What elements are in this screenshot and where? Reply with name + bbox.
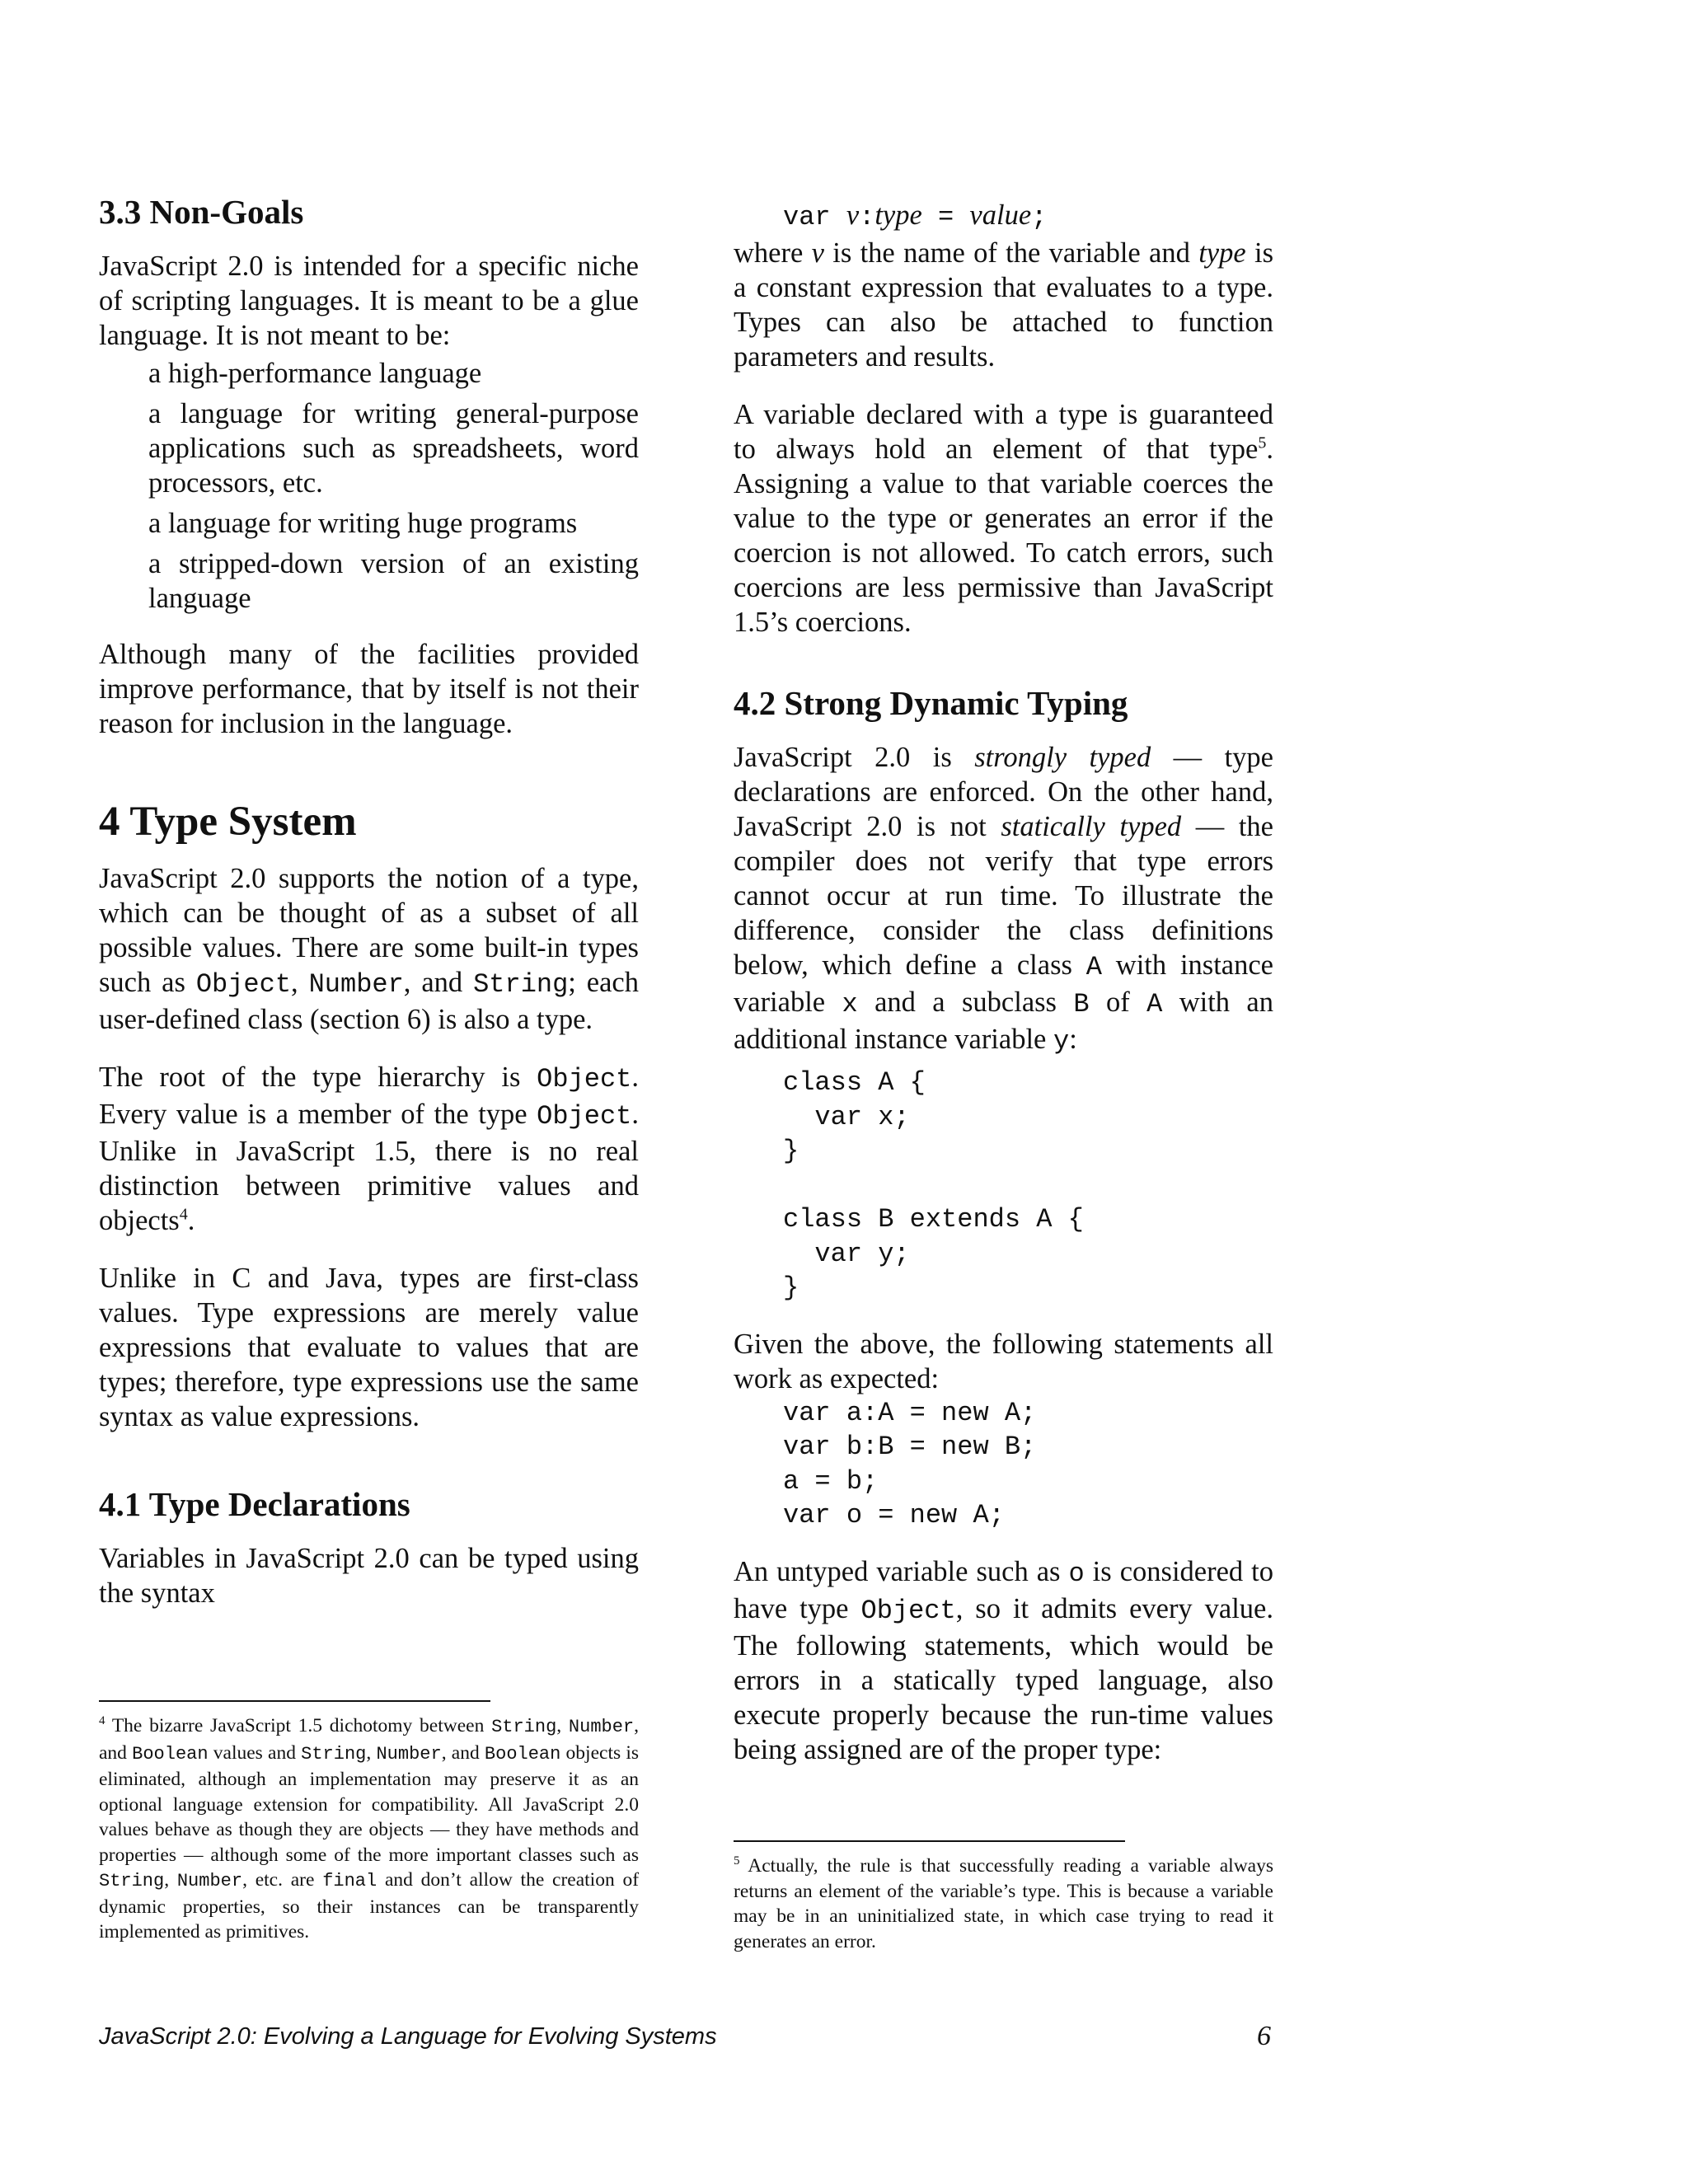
section-3-3-heading: 3.3 Non-Goals xyxy=(99,193,304,231)
section-4-2-heading: 4.2 Strong Dynamic Typing xyxy=(734,684,1128,722)
list-item: a language for writing huge programs xyxy=(148,508,578,539)
right-column xyxy=(734,198,1273,1767)
footnote-ref-4: 4 xyxy=(179,1205,188,1224)
page-number: 6 xyxy=(1257,2021,1271,2051)
type-system-paragraph-3: Unlike in C and Java, types are first-class values. Type expressions are merely value expressions that evaluate to values that are types; therefore, type expressions use the same syntax as value expressions. xyxy=(99,1263,639,1432)
footnote-ref-5: 5 xyxy=(1258,434,1267,452)
footnote-4: $^4$ The bizarre JavaScript 1.5 dichotomy between String, Number, and Boolean values and String, Number, and Boolean objects is eliminated, although an implementation may preserve it as an optional language extension for compatibility. All JavaScript 2.0 values behave as though they are objects — they have methods and properties — although some of the more important classes such as String, Number, etc. are final and don’t allow the creation of dynamic properties, so their instances can be transparently implemented as primitives. xyxy=(99,1714,640,1943)
statements-code: var a:A = new A; var b:B = new B; a = b; var o = new A; xyxy=(783,1397,1037,1530)
non-goals-intro: JavaScript 2.0 is intended for a specific niche of scripting languages. It is meant to be a glue language. It is not meant to be: xyxy=(99,251,639,351)
list-item: a language for writing general-purpose applications such as spreadsheets, word processors, etc. xyxy=(148,398,639,499)
footnote-separator-right xyxy=(734,1840,1125,1842)
list-item: a stripped-down version of an existing language xyxy=(148,548,639,614)
list-item: a high-performance language xyxy=(148,358,482,389)
given-paragraph: Given the above, the following statements all work as expected: xyxy=(734,1328,1273,1394)
non-goals-closing: Although many of the facilities provided improve performance, that by itself is not their reason for inclusion in the language. xyxy=(99,639,639,739)
left-column xyxy=(99,191,639,1610)
strong-typing-paragraph: JavaScript 2.0 is strongly typed — type declarations are enforced. On the other hand, JavaScript 2.0 is not statically typed — the compiler does not verify that type errors cannot occur at run time. To illustrate the difference, consider the class definitions below, which define a class A with instance variable x and a subclass B of A with an additional instance variable y: xyxy=(734,742,1273,1057)
class-definitions-code: class A { var x; } class B extends A { var y; } xyxy=(783,1067,1084,1303)
type-declarations-paragraph: Variables in JavaScript 2.0 can be typed using the syntax xyxy=(99,1543,639,1609)
type-system-paragraph-1: JavaScript 2.0 supports the notion of a type, which can be thought of as a subset of all possible values. There are some built-in types such as Object, Number, and String; each user-defined class (section 6) is also a type. xyxy=(99,863,639,1035)
guarantee-paragraph: A variable declared with a type is guaranteed to always hold an element of that type$^5$. Assigning a value to that variable coerces the value to the type or generates an error if the coercion is not allowed. To catch errors, such coercions are less permissive than JavaScript 1.5’s coercions. xyxy=(734,399,1273,638)
non-goals-list xyxy=(148,356,639,616)
where-paragraph: where v is the name of the variable and type is a constant expression that evaluates to a type. Types can also be attached to function parameters and results. xyxy=(734,237,1274,373)
section-4-1-heading: 4.1 Type Declarations xyxy=(99,1485,410,1523)
type-system-paragraph-2: The root of the type hierarchy is Object. Every value is a member of the type Object. Unlike in JavaScript 1.5, there is no real distinction between primitive values and objects$^4$. xyxy=(99,1062,639,1236)
running-footer-title: JavaScript 2.0: Evolving a Language for Evolving Systems xyxy=(99,2023,717,2050)
untyped-paragraph: An untyped variable such as o is considered to have type Object, so it admits every value. The following statements, which would be errors in a statically typed language, also execute properly because the run-time values being assigned are of the proper type: xyxy=(734,1555,1273,1765)
footnote-5: $^5$ Actually, the rule is that successfully reading a variable always returns an element of the variable’s type. This is because a variable may be in an uninitialized state, in which case trying to read it generates an error. xyxy=(734,1854,1273,1952)
footnote-separator-left xyxy=(99,1700,490,1702)
type-declaration-syntax: var v:type = value; xyxy=(783,199,1048,232)
section-4-heading: 4 Type System xyxy=(99,799,357,845)
